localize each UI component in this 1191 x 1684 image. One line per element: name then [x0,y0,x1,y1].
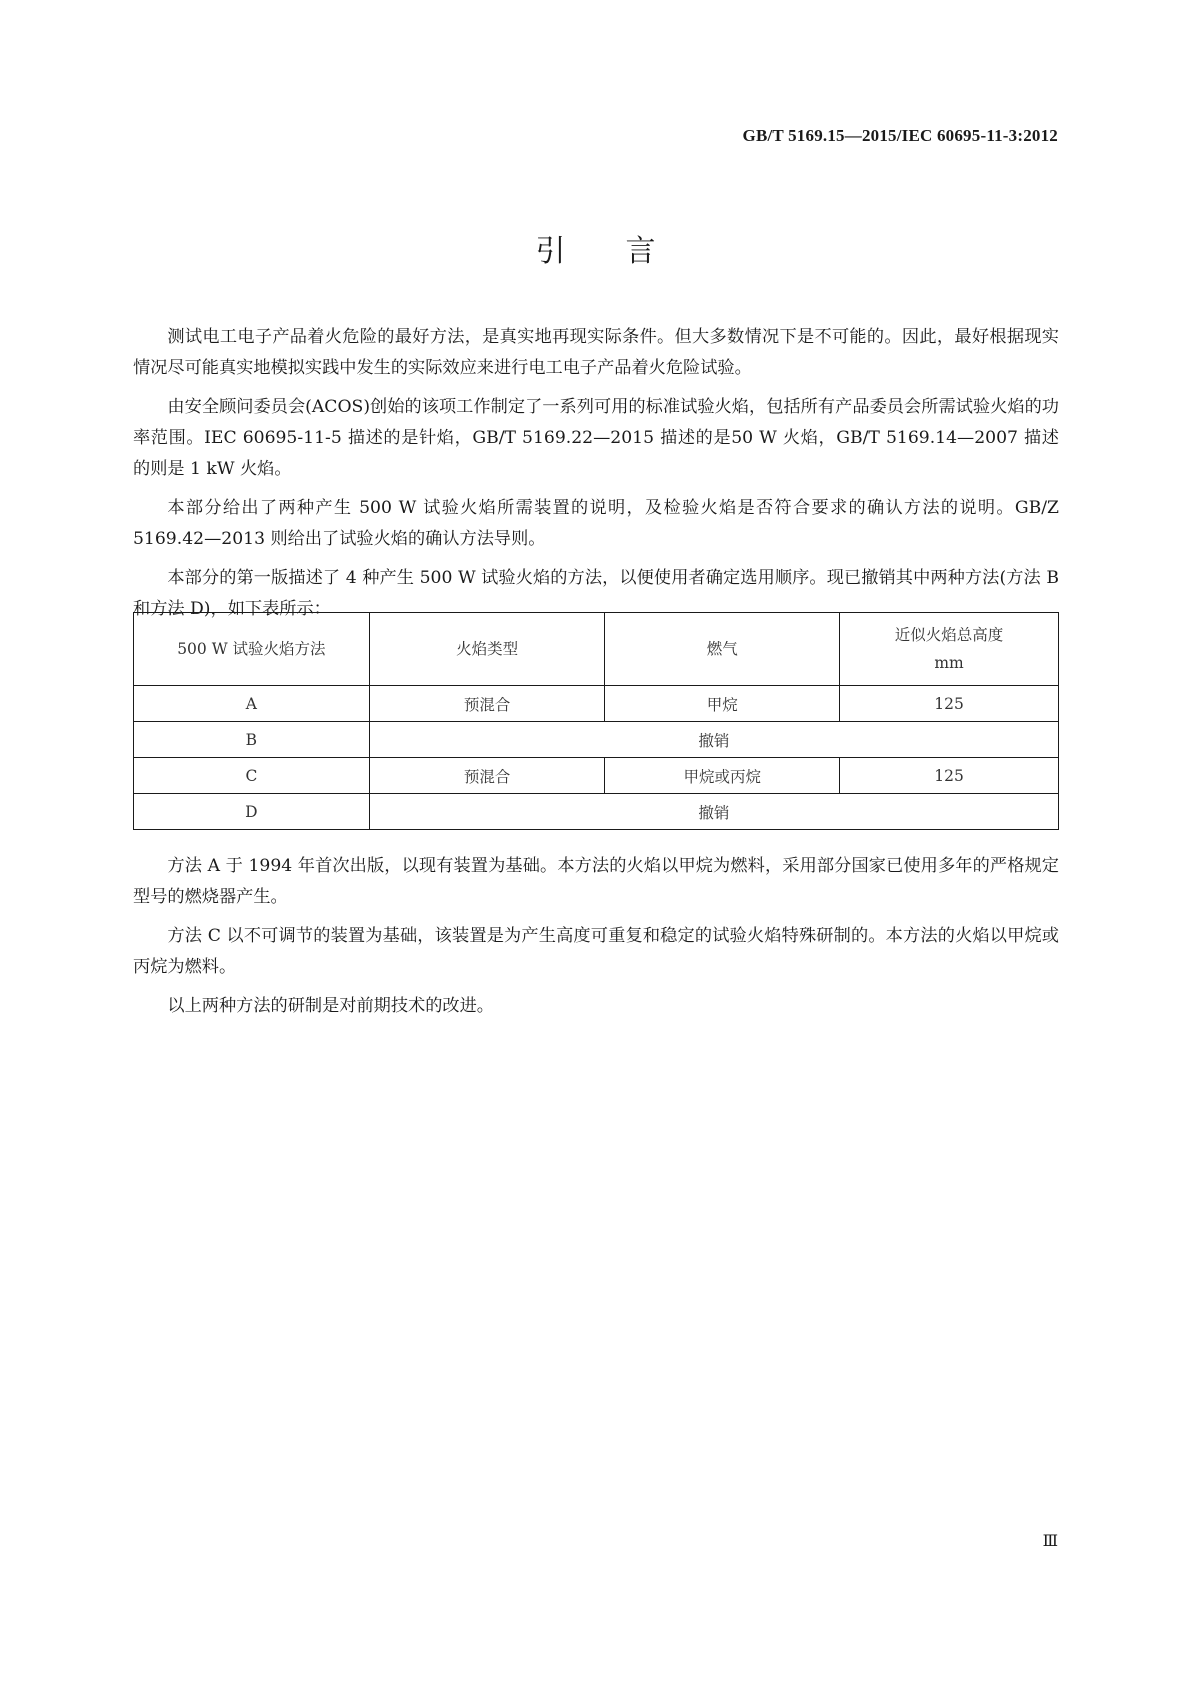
intro-paragraph: 由安全顾问委员会(ACOS)创始的该项工作制定了一系列可用的标准试验火焰，包括所有产品委员会所需试验火焰的功率范围。IEC 60695-11-5 描述的是针焰，GB/T 5169.22—2015 描述的是50 W 火焰，GB/T 5169.14—2007 描述的则是 1 kW 火焰。 [133,397,1059,479]
standard-id-header: GB/T 5169.15—2015/IEC 60695-11-3:2012 [742,126,1058,145]
cell-height: 125 [840,686,1059,722]
cell-gas: 甲烷 [605,686,840,722]
intro-paragraph: 测试电工电子产品着火危险的最好方法，是真实地再现实际条件。但大多数情况下是不可能的。因此，最好根据现实情况尽可能真实地模拟实践中发生的实际效应来进行电工电子产品着火危险试验。 [133,327,1059,378]
cell-method: C [134,758,370,794]
cell-gas: 甲烷或丙烷 [605,758,840,794]
description-paragraph: 方法 A 于 1994 年首次出版，以现有装置为基础。本方法的火焰以甲烷为燃料，采用部分国家已使用多年的严格规定型号的燃烧器产生。 [133,856,1059,907]
table-row [134,722,1059,758]
intro-paragraph: 本部分的第一版描述了 4 种产生 500 W 试验火焰的方法，以便使用者确定选用顺序。现已撤销其中两种方法(方法 B 和方法 D)，如下表所示： [133,568,1059,619]
flame-method-table [133,612,1059,830]
table-row [134,794,1059,830]
intro-paragraph: 本部分给出了两种产生 500 W 试验火焰所需装置的说明，及检验火焰是否符合要求的确认方法的说明。GB/Z 5169.42—2013 则给出了试验火焰的确认方法导则。 [133,498,1059,549]
table-row [134,686,1059,722]
methods-description-section [133,851,1059,1030]
page-number: Ⅲ [1042,1533,1058,1550]
cell-method: B [134,722,370,758]
header-height [840,613,1059,686]
cell-flame-type: 预混合 [369,758,605,794]
cell-withdrawn: 撤销 [369,794,1058,830]
table-header-row [134,613,1059,686]
cell-withdrawn: 撤销 [369,722,1058,758]
cell-method: A [134,686,370,722]
description-paragraph: 方法 C 以不可调节的装置为基础，该装置是为产生高度可重复和稳定的试验火焰特殊研制的。本方法的火焰以甲烷或丙烷为燃料。 [133,926,1059,977]
description-paragraph: 以上两种方法的研制是对前期技术的改进。 [167,996,494,1016]
table-row [134,758,1059,794]
header-flame-type: 火焰类型 [369,613,605,686]
cell-method: D [134,794,370,830]
header-method: 500 W 试验火焰方法 [134,613,370,686]
page-title: 引言 [535,234,716,269]
intro-section [133,322,1059,633]
cell-height: 125 [840,758,1059,794]
header-height-label: 近似火焰总高度 [894,626,1004,644]
header-height-unit: mm [934,654,964,672]
header-gas: 燃气 [605,613,840,686]
cell-flame-type: 预混合 [369,686,605,722]
